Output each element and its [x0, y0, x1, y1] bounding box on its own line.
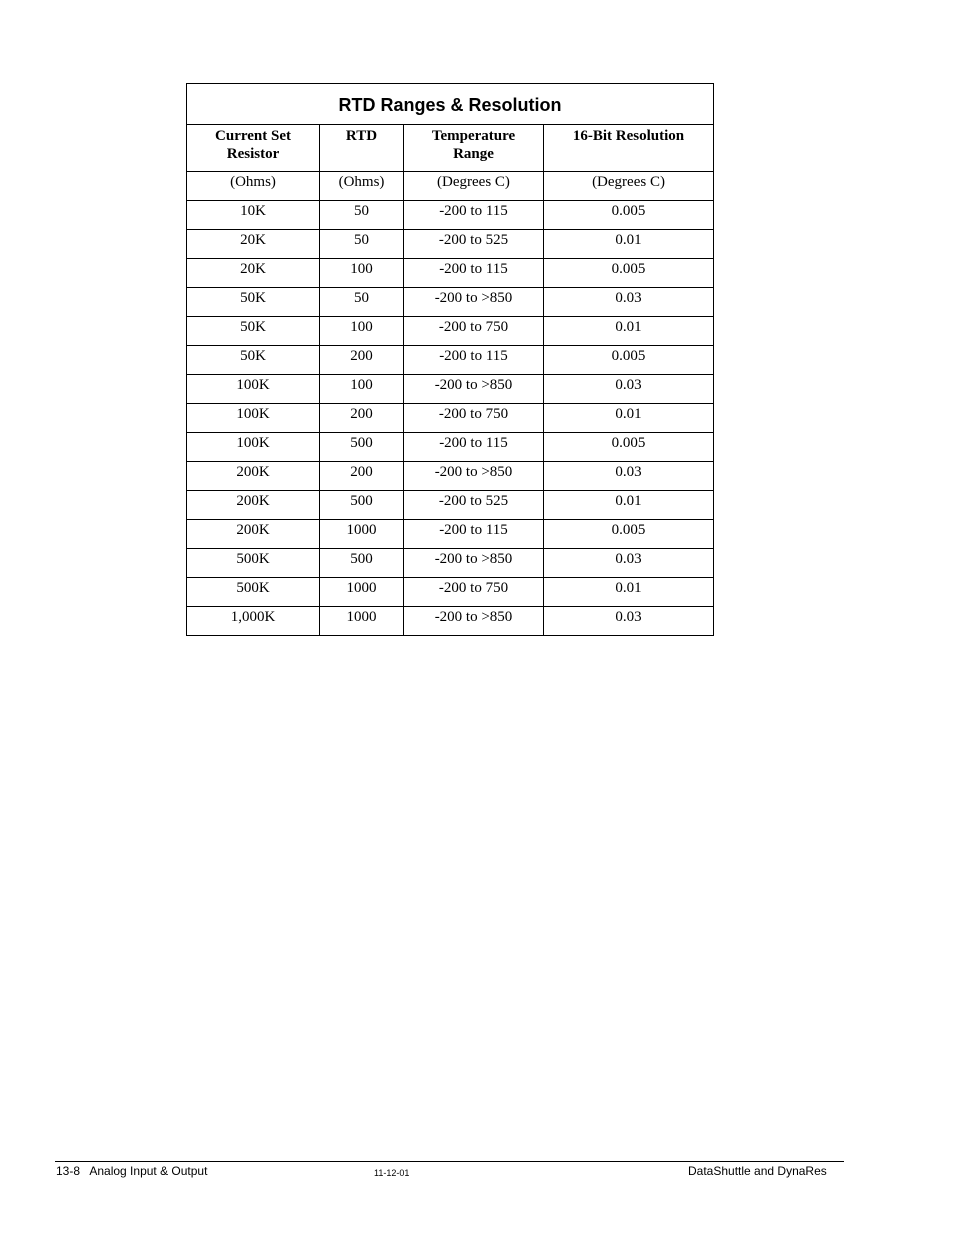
table-cell: 200K: [187, 520, 320, 549]
table-cell: 0.005: [544, 520, 714, 549]
table-cell: 50K: [187, 346, 320, 375]
header-line: Resistor: [226, 146, 280, 162]
table-cell: 20K: [187, 259, 320, 288]
table-units-row: [187, 172, 714, 201]
table-row: [187, 607, 714, 636]
table-cell: 50K: [187, 317, 320, 346]
header-temperature-range: [404, 125, 544, 172]
table-cell: 100K: [187, 404, 320, 433]
table-cell: -200 to 115: [404, 259, 544, 288]
table-cell: 50: [320, 288, 404, 317]
table-cell: 0.005: [544, 201, 714, 230]
table-cell: 0.03: [544, 549, 714, 578]
footer-product: DataShuttle and DynaRes: [688, 1164, 827, 1178]
table-row: [187, 549, 714, 578]
unit-cell: (Ohms): [187, 172, 320, 201]
footer-rule: [55, 1161, 844, 1162]
table-row: [187, 462, 714, 491]
unit-cell: (Ohms): [320, 172, 404, 201]
table-cell: 500: [320, 549, 404, 578]
table-cell: -200 to 525: [404, 230, 544, 259]
table-row: [187, 375, 714, 404]
table-cell: 1000: [320, 607, 404, 636]
table-cell: 1,000K: [187, 607, 320, 636]
header-16bit-resolution: [544, 125, 714, 172]
table-title-row: [187, 84, 714, 125]
rtd-ranges-table: [186, 83, 714, 636]
header-line: Temperature: [431, 128, 516, 144]
table-row: [187, 259, 714, 288]
table-cell: 0.005: [544, 433, 714, 462]
table-row: [187, 288, 714, 317]
table-cell: 100K: [187, 433, 320, 462]
table-cell: 500: [320, 433, 404, 462]
table-cell: 0.03: [544, 375, 714, 404]
table-cell: 0.01: [544, 491, 714, 520]
table-row: [187, 578, 714, 607]
table-cell: 0.01: [544, 578, 714, 607]
table-cell: 200K: [187, 491, 320, 520]
table-row: [187, 404, 714, 433]
table-cell: -200 to 750: [404, 317, 544, 346]
header-line: Current Set: [215, 128, 291, 144]
table-cell: -200 to >850: [404, 462, 544, 491]
table-cell: -200 to 115: [404, 520, 544, 549]
table-cell: -200 to >850: [404, 375, 544, 404]
table-cell: 0.005: [544, 259, 714, 288]
table-cell: 20K: [187, 230, 320, 259]
table-title: RTD Ranges & Resolution: [187, 84, 714, 125]
table-cell: 0.005: [544, 346, 714, 375]
header-line: 16-Bit Resolution: [572, 128, 685, 144]
footer-page-section: 13-8 Analog Input & Output: [56, 1164, 208, 1178]
table-cell: 500K: [187, 578, 320, 607]
header-rtd: [320, 125, 404, 172]
header-line: RTD: [345, 128, 378, 144]
table-cell: 200: [320, 462, 404, 491]
table-row: [187, 317, 714, 346]
table-cell: -200 to 525: [404, 491, 544, 520]
table-cell: 500: [320, 491, 404, 520]
table-cell: 500K: [187, 549, 320, 578]
table-row: [187, 433, 714, 462]
table-cell: 100: [320, 259, 404, 288]
table-cell: -200 to 750: [404, 578, 544, 607]
footer-date: 11-12-01: [374, 1168, 410, 1178]
table-cell: 10K: [187, 201, 320, 230]
table-cell: 1000: [320, 578, 404, 607]
table-cell: -200 to 115: [404, 433, 544, 462]
table-cell: -200 to >850: [404, 607, 544, 636]
table-cell: 0.01: [544, 230, 714, 259]
table-row: [187, 520, 714, 549]
table-cell: 100K: [187, 375, 320, 404]
header-line: Range: [453, 146, 494, 162]
table-cell: 0.03: [544, 607, 714, 636]
table-cell: 100: [320, 375, 404, 404]
table-cell: 1000: [320, 520, 404, 549]
table-cell: 0.01: [544, 317, 714, 346]
table-cell: -200 to >850: [404, 549, 544, 578]
table-cell: 0.03: [544, 288, 714, 317]
unit-cell: (Degrees C): [544, 172, 714, 201]
unit-cell: (Degrees C): [404, 172, 544, 201]
table-cell: 200K: [187, 462, 320, 491]
table-cell: 50K: [187, 288, 320, 317]
table-row: [187, 346, 714, 375]
table-cell: -200 to 115: [404, 346, 544, 375]
table-row: [187, 230, 714, 259]
table-cell: -200 to 115: [404, 201, 544, 230]
table-cell: 0.03: [544, 462, 714, 491]
table-cell: -200 to >850: [404, 288, 544, 317]
table-cell: 50: [320, 201, 404, 230]
table-cell: 0.01: [544, 404, 714, 433]
table-cell: 50: [320, 230, 404, 259]
table-row: [187, 491, 714, 520]
table-row: [187, 201, 714, 230]
table-header-row: [187, 125, 714, 172]
header-current-set-resistor: [187, 125, 320, 172]
table-cell: 200: [320, 404, 404, 433]
table-cell: 100: [320, 317, 404, 346]
table-cell: 200: [320, 346, 404, 375]
table-cell: -200 to 750: [404, 404, 544, 433]
